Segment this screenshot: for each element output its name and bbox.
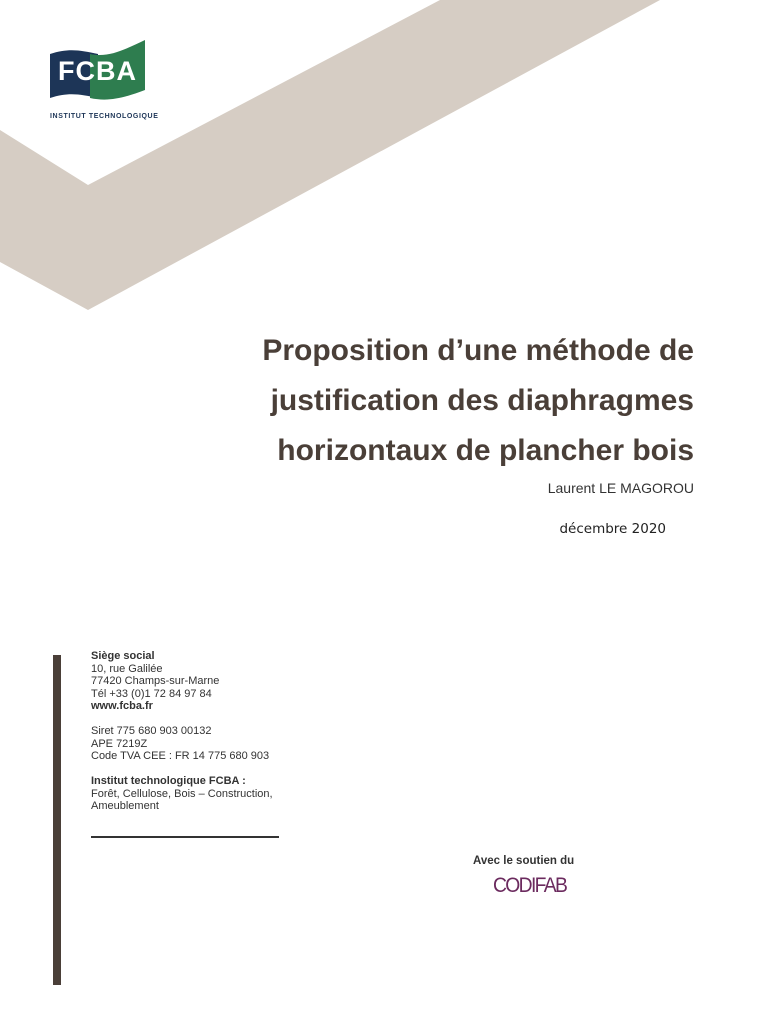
- phone-number: Tél +33 (0)1 72 84 97 84: [91, 687, 212, 700]
- institute-line: Ameublement: [91, 800, 159, 812]
- contact-block: [91, 650, 273, 813]
- title-line: Proposition d’une méthode de: [262, 334, 694, 367]
- institute-line: Forêt, Cellulose, Bois – Construction,: [91, 787, 273, 800]
- address-line: 10, rue Galilée: [91, 662, 163, 675]
- contact-heading: Siège social: [91, 650, 155, 662]
- logo-text: FCBA: [58, 56, 137, 86]
- document-title: [174, 326, 694, 476]
- document-author: Laurent LE MAGOROU: [547, 480, 694, 496]
- logo-subtitle: INSTITUT TECHNOLOGIQUE: [50, 113, 159, 120]
- siret-number: Siret 775 680 903 00132: [91, 725, 212, 737]
- support-label: Avec le soutien du: [473, 855, 575, 867]
- website-link[interactable]: www.fcba.fr: [91, 700, 153, 712]
- ape-code: APE 7219Z: [91, 737, 148, 750]
- horizontal-rule: [91, 836, 279, 838]
- spacer: [91, 763, 273, 776]
- title-line: horizontaux de plancher bois: [277, 434, 694, 467]
- institute-heading: Institut technologique FCBA :: [91, 775, 246, 787]
- document-date: décembre 2020: [559, 521, 666, 537]
- vertical-rule: [53, 655, 61, 985]
- address-line: 77420 Champs-sur-Marne: [91, 675, 220, 687]
- codifab-logo: CODIFAB: [493, 874, 567, 897]
- title-line: justification des diaphragmes: [270, 384, 694, 417]
- tva-code: Code TVA CEE : FR 14 775 680 903: [91, 750, 270, 762]
- spacer: [91, 713, 273, 726]
